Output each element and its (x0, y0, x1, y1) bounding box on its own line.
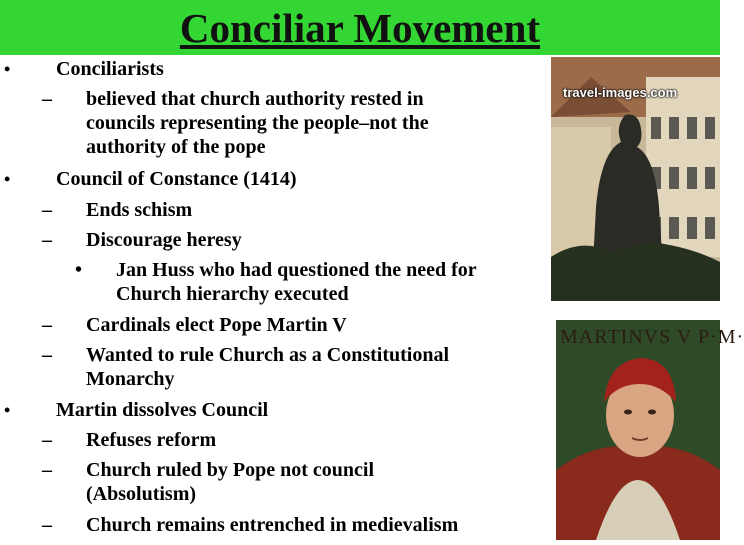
dash-icon: – (42, 459, 52, 481)
bullet-icon: • (4, 400, 11, 420)
bullet-text-level-3: Church hierarchy executed (116, 283, 349, 305)
dash-icon: – (42, 314, 52, 336)
bullet-icon: • (4, 169, 11, 189)
bullet-icon: • (4, 59, 11, 79)
bullet-text-level-1: Martin dissolves Council (56, 399, 269, 421)
portrait-art (556, 320, 720, 540)
bullet-text-level-2: authority of the pope (86, 136, 266, 158)
bullet-text-level-2: Wanted to rule Church as a Constitutional (86, 344, 450, 366)
bullet-text-level-1: Conciliarists (56, 58, 164, 80)
bullet-text-level-2: Church ruled by Pope not council (86, 459, 374, 481)
bullet-text-level-2: Ends schism (86, 199, 193, 221)
bullet-text-level-2: Monarchy (86, 368, 175, 390)
bullet-text-level-2: (Absolutism) (86, 483, 197, 505)
bullet-text-level-2: Church remains entrenched in medievalism (86, 514, 459, 536)
bullet-text-level-2: Refuses reform (86, 429, 217, 451)
bullet-text-level-2: Cardinals elect Pope Martin V (86, 314, 347, 336)
photo-watermark: travel-images.com (563, 85, 678, 100)
dash-icon: – (42, 229, 52, 251)
bullet-text-level-2: Discourage heresy (86, 229, 242, 251)
bullet-text-level-2: believed that church authority rested in (86, 88, 424, 110)
dash-icon: – (42, 199, 52, 221)
dash-icon: – (42, 514, 52, 536)
bullet-text-level-1: Council of Constance (1414) (56, 168, 297, 190)
bullet-text-level-2: councils representing the people–not the (86, 112, 429, 134)
bullet-text-level-3: Jan Huss who had questioned the need for (116, 259, 477, 281)
jan-hus-statue-photo (551, 57, 720, 301)
portrait-caption: MARTINVS V P·M· (560, 326, 744, 348)
dash-icon: – (42, 344, 52, 366)
dash-icon: – (42, 429, 52, 451)
slide-title: Conciliar Movement (179, 5, 541, 51)
bullet-icon: • (75, 259, 83, 281)
dash-icon: – (42, 88, 52, 110)
pope-martin-v-portrait (556, 320, 744, 540)
